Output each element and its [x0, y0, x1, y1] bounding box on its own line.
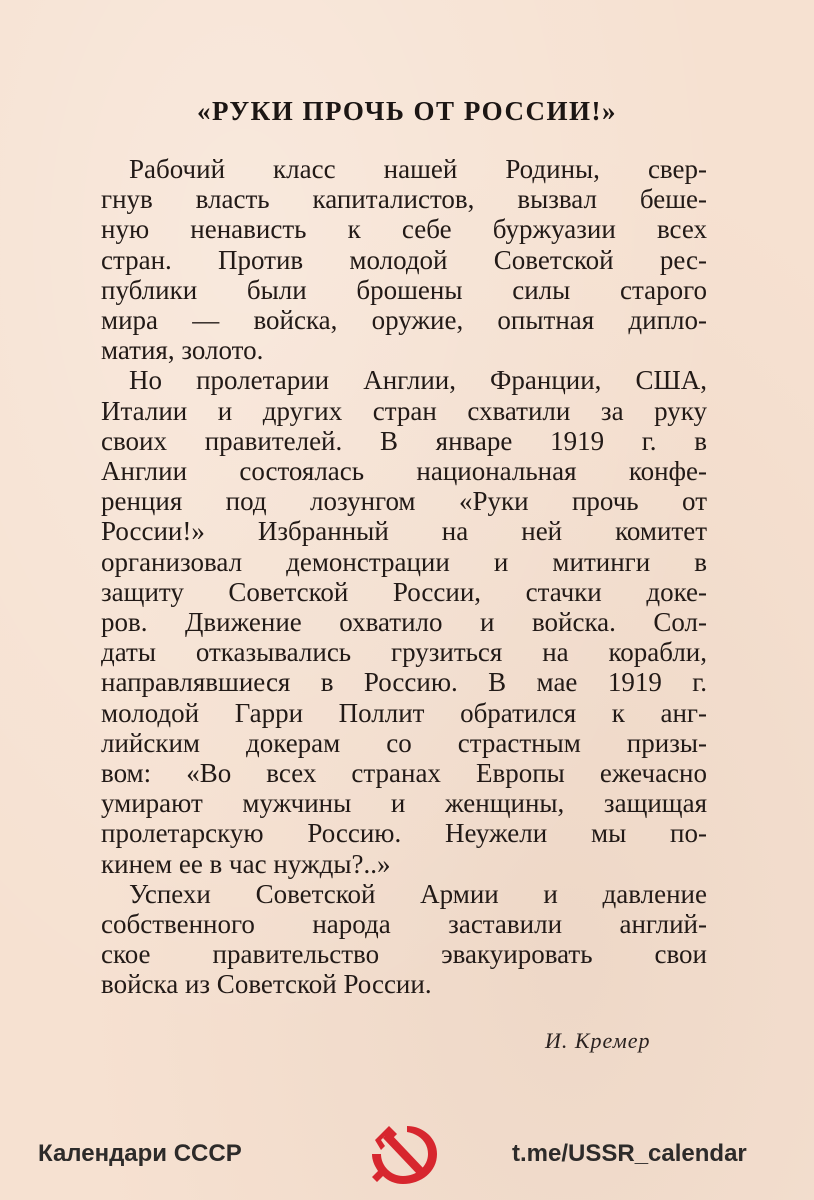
- footer-brand-label: Календари СССР: [38, 1140, 242, 1167]
- text-line: кинем ее в час нужды?..»: [101, 848, 391, 879]
- text-line: собственного народа заставили англий-: [101, 909, 707, 940]
- text-line: стран. Против молодой Советской рес-: [101, 244, 707, 275]
- text-line: войска из Советской России.: [101, 969, 432, 1000]
- text-line: умирают мужчины и женщины, защищая: [101, 788, 707, 819]
- author-signature: И. Кремер: [545, 1028, 651, 1053]
- text-line: ров. Движение охватило и войска. Сол-: [101, 607, 707, 638]
- text-line: гнув власть капиталистов, вызвал беше-: [101, 184, 707, 215]
- text-line: ную ненависть к себе буржуазии всех: [101, 214, 707, 245]
- text-line: молодой Гарри Поллит обратился к анг-: [101, 697, 707, 728]
- text-line: матия, золото.: [101, 335, 264, 366]
- text-line: пролетарскую Россию. Неужели мы по-: [101, 818, 707, 849]
- text-line: публики были брошены силы старого: [101, 274, 707, 305]
- text-line: ское правительство эвакуировать свои: [101, 939, 707, 970]
- text-line: вом: «Во всех странах Европы ежечасно: [101, 758, 707, 789]
- text-line: России!» Избранный на ней комитет: [101, 516, 707, 547]
- text-line: направлявшиеся в Россию. В мае 1919 г.: [101, 667, 707, 698]
- text-line: своих правителей. В январе 1919 г. в: [101, 425, 707, 456]
- article-body: [101, 154, 707, 1000]
- text-line: даты отказывались грузиться на корабли,: [101, 637, 707, 668]
- text-line: Успехи Советской Армии и давление: [129, 878, 707, 909]
- emblem-shape: [372, 1126, 437, 1184]
- footer-link-label: t.me/USSR_calendar: [512, 1140, 747, 1167]
- text-line: лийским докерам со страстным призы-: [101, 727, 707, 758]
- text-line: мира — войска, оружие, опытная дипло-: [101, 305, 707, 336]
- text-line: организовал демонстрации и митинги в: [101, 546, 707, 577]
- article-title: «РУКИ ПРОЧЬ ОТ РОССИИ!»: [197, 96, 617, 126]
- text-line: ренция под лозунгом «Руки прочь от: [101, 486, 707, 517]
- text-line: Англии состоялась национальная конфе-: [101, 456, 707, 487]
- text-line: защиту Советской России, стачки доке-: [101, 576, 707, 607]
- hammer-and-sickle-icon: [363, 1120, 447, 1190]
- text-line: Но пролетарии Англии, Франции, США,: [129, 365, 707, 396]
- text-line: Италии и других стран схватили за руку: [101, 395, 707, 426]
- text-line: Рабочий класс нашей Родины, свер-: [129, 154, 707, 184]
